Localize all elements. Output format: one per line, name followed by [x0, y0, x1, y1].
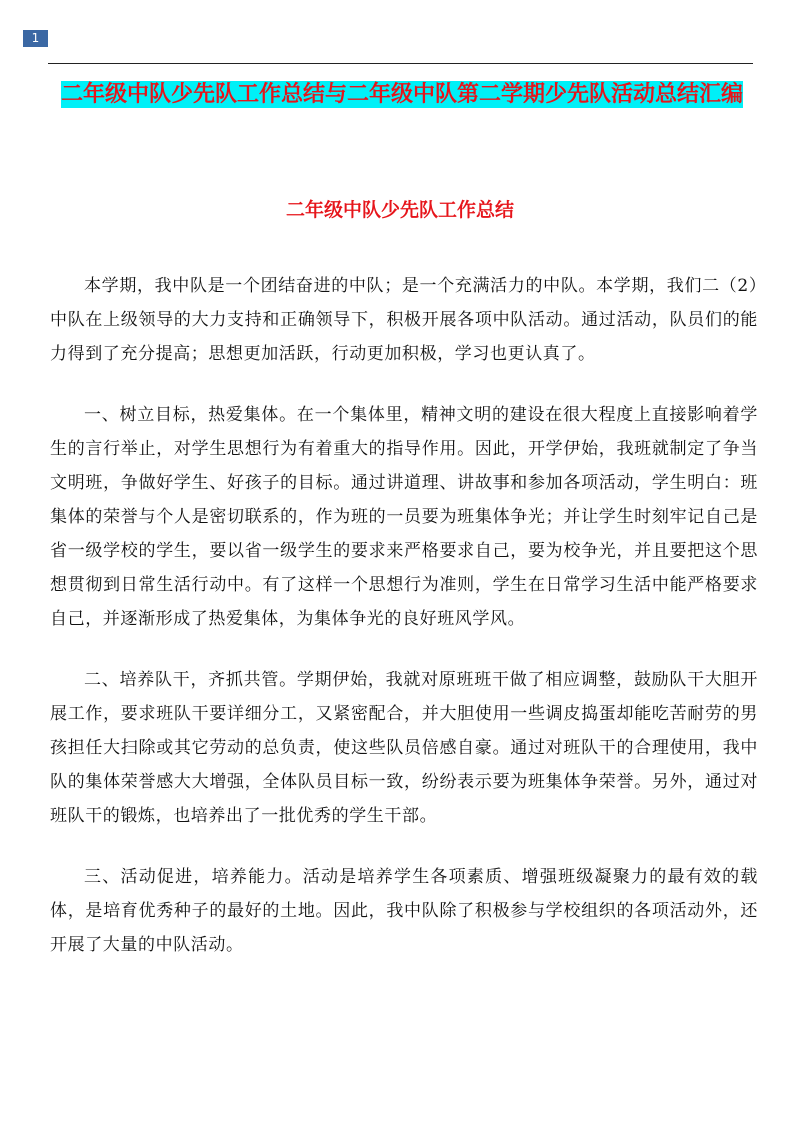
document-body [50, 269, 758, 989]
paragraph-goals: 一、树立目标，热爱集体。在一个集体里，精神文明的建设在很大程度上直接影响着学生的言行举止，对学生思想行为有着重大的指导作用。因此，开学伊始，我班就制定了争当文明班，争做好学生、好孩子的目标。通过讲道理、讲故事和参加各项活动，学生明白：班集体的荣誉与个人是密切联系的，作为班的一员要为班集体争光；并让学生时刻牢记自己是省一级学校的学生，要以省一级学生的要求来严格要求自己，要为校争光，并且要把这个思想贯彻到日常生活行动中。有了这样一个思想行为准则，学生在日常学习生活中能严格要求自己，并逐渐形成了热爱集体，为集体争光的良好班风学风。 [50, 405, 758, 629]
document-title [52, 78, 752, 111]
paragraph-intro: 本学期，我中队是一个团结奋进的中队；是一个充满活力的中队。本学期，我们二（2）中队在上级领导的大力支持和正确领导下，积极开展各项中队活动。通过活动，队员们的能力得到了充分提高；思想更加活跃，行动更加积极，学习也更认真了。 [50, 276, 758, 364]
page-number-badge: 1 [23, 30, 48, 47]
paragraph-activities: 三、活动促进，培养能力。活动是培养学生各项素质、增强班级凝聚力的最有效的载体，是培育优秀种子的最好的土地。因此，我中队除了积极参与学校组织的各项活动外，还开展了大量的中队活动。 [50, 867, 758, 955]
header-divider [48, 63, 753, 64]
document-title-text: 二年级中队少先队工作总结与二年级中队第二学期少先队活动总结汇编 [60, 82, 743, 107]
paragraph-cadres: 二、培养队干，齐抓共管。学期伊始，我就对原班班干做了相应调整，鼓励队干大胆开展工作，要求班队干要详细分工，又紧密配合，并大胆使用一些调皮捣蛋却能吃苦耐劳的男孩担任大扫除或其它劳动的总负责，使这些队员倍感自豪。通过对班队干的合理使用，我中队的集体荣誉感大大增强，全体队员目标一致，纷纷表示要为班集体争荣誉。另外，通过对班队干的锻炼，也培养出了一批优秀的学生干部。 [50, 670, 758, 826]
section-title: 二年级中队少先队工作总结 [285, 199, 514, 221]
